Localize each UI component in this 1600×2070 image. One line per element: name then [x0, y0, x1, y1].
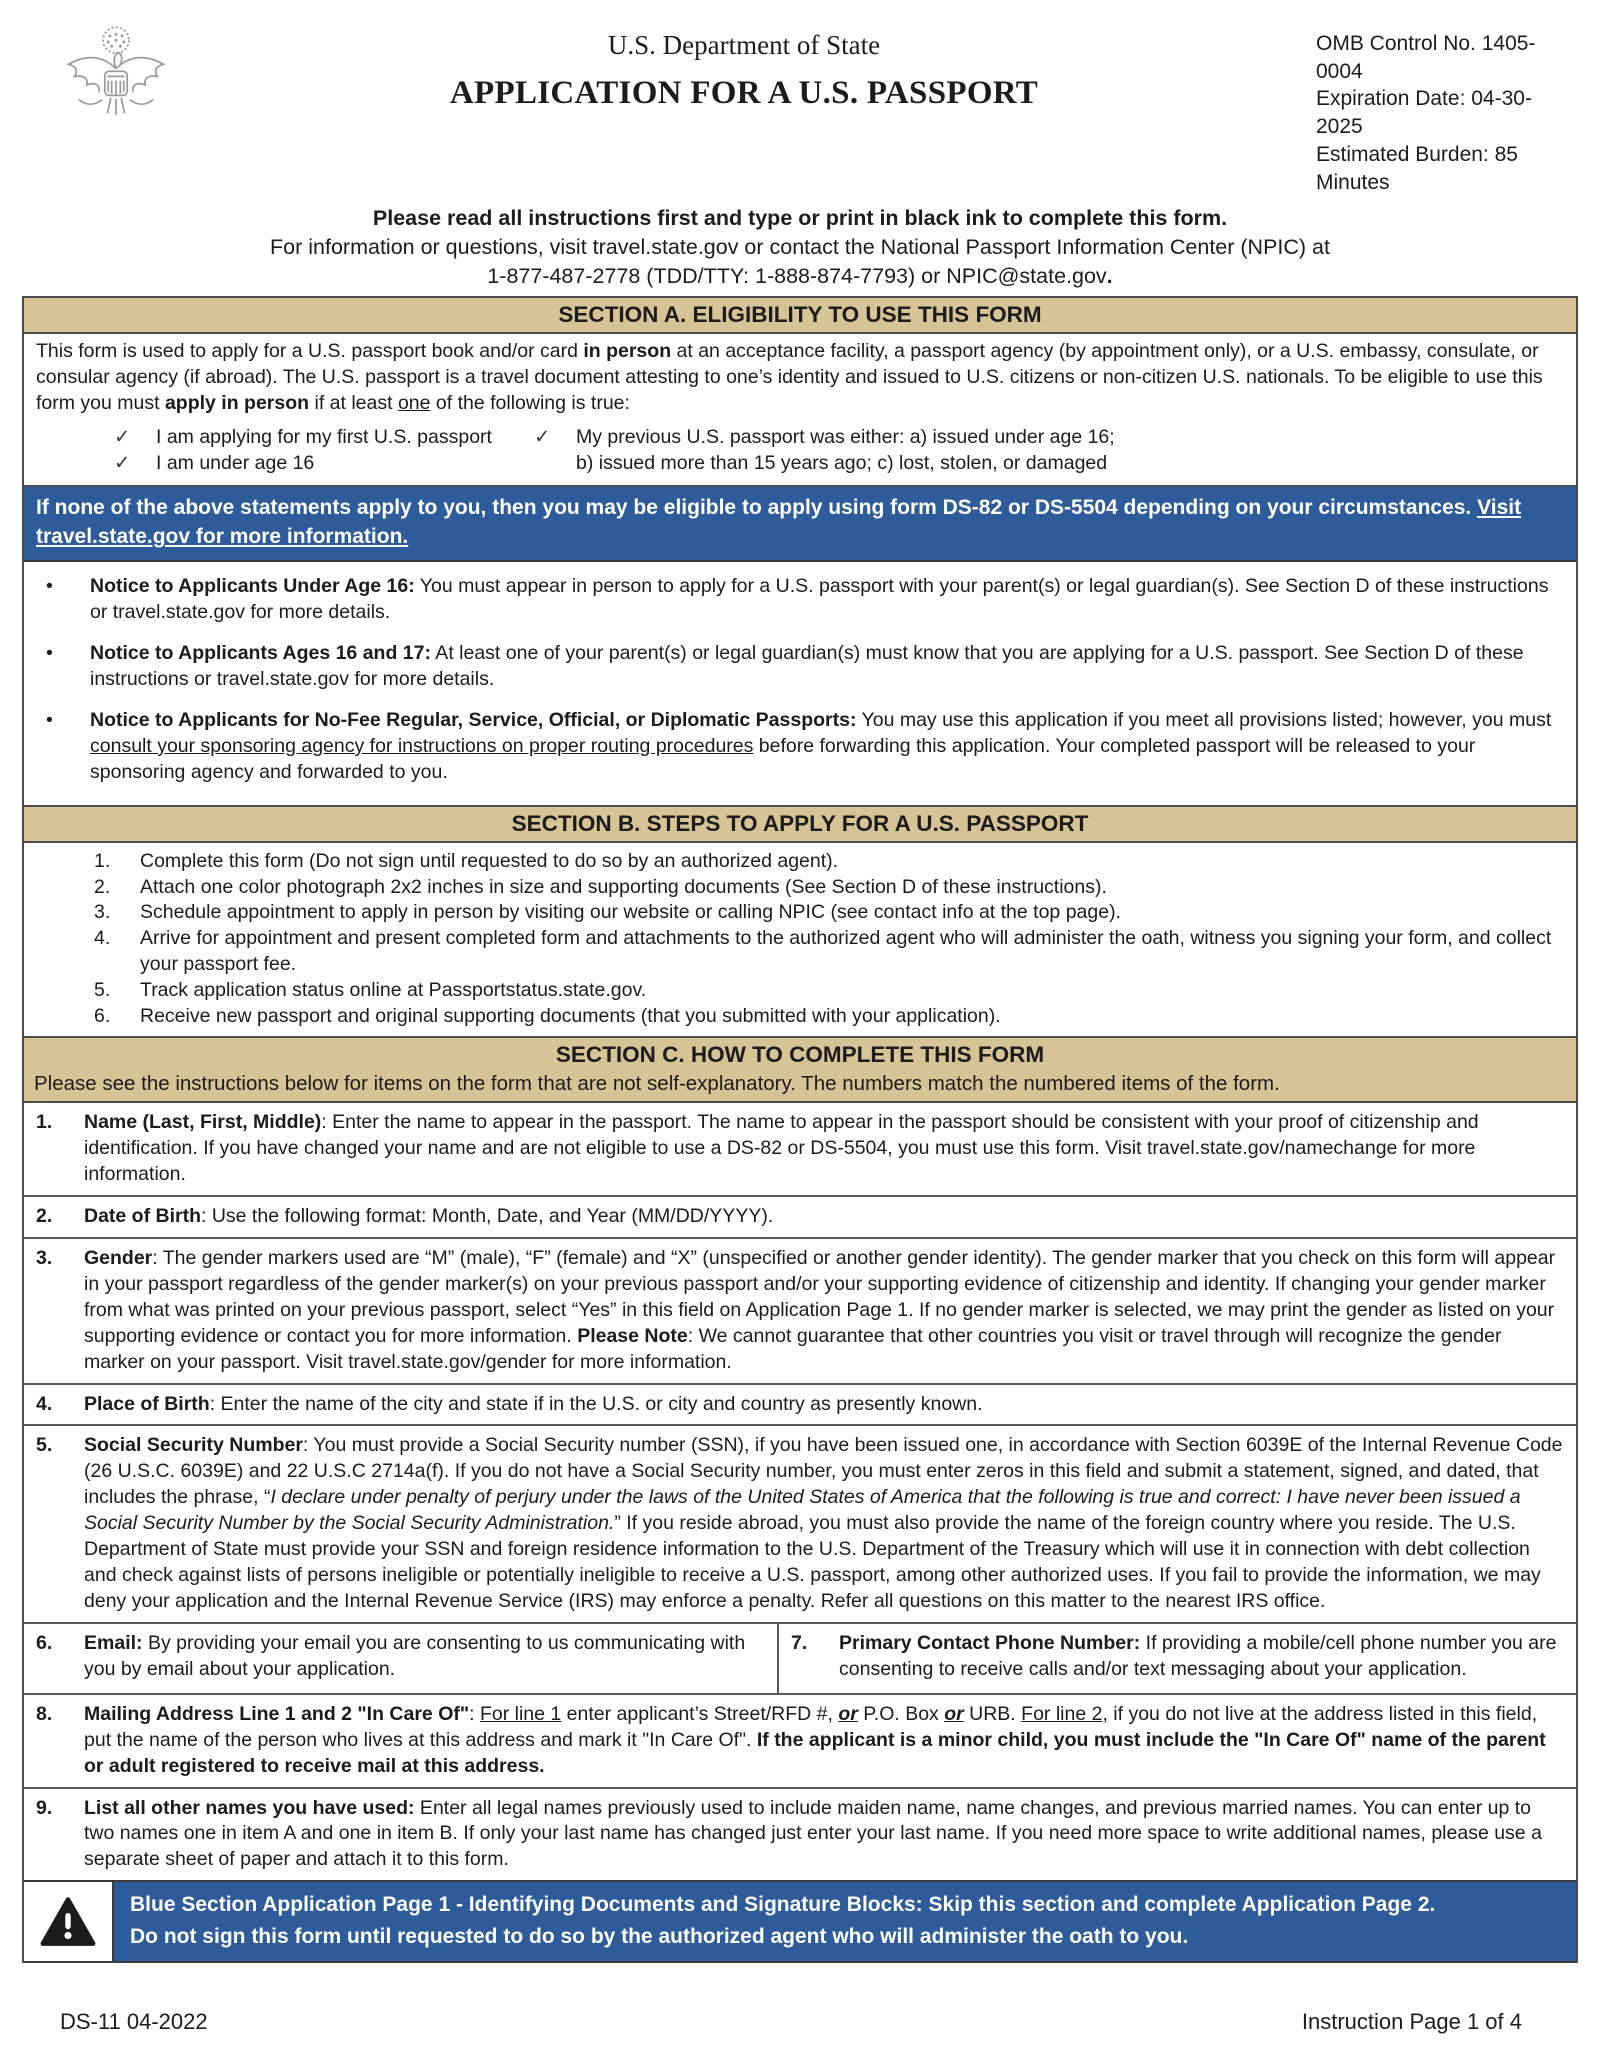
item-label: Place of Birth: [84, 1392, 210, 1415]
warning-icon-box: [24, 1882, 114, 1961]
step-text: Receive new passport and original supporting documents (that you submitted with your application).: [140, 1005, 1001, 1028]
item-5-ssn: [24, 1424, 1576, 1621]
page-header: [22, 16, 1578, 196]
intro-run: of the following is true:: [430, 391, 630, 414]
eligibility-checklist: [114, 425, 1576, 477]
omb-expiration-date: Expiration Date: 04-30-2025: [1316, 87, 1532, 139]
banner-text: If none of the above statements apply to you, then you may be eligible to apply using form DS-82 or DS-5504 depending on your circumstances.: [36, 495, 1478, 519]
checklist-item-line2: b) issued more than 15 years ago; c) lost, stolen, or damaged: [576, 451, 1108, 474]
step-item: [94, 926, 1564, 978]
notices-list: [24, 562, 1576, 804]
agency-name: U.S. Department of State: [607, 30, 881, 60]
item-body: [84, 1204, 1568, 1230]
item-body: [839, 1631, 1568, 1683]
item-1-name: [24, 1103, 1576, 1195]
npic-phone: 1-877-487-2778 (TDD/TTY: 1-888-874-7793) or NPIC@state.gov: [487, 263, 1107, 288]
item-number: 8.: [36, 1702, 53, 1725]
notice-body: [90, 708, 1560, 786]
item-label: Date of Birth: [84, 1205, 201, 1228]
bullet-icon: •: [46, 708, 53, 731]
item-text: : The gender markers used are “M” (male), “F” (female) and “X” (unspecified or another gender identity). The gender marker that you check on this form will appear in your passport regardless of the gender marker(s) on your previous passport and/or your supporting evidence of citizenship and identity. If changing your gender marker from what was printed on your previous passport, select “Yes” in this field on Application Page 1. If no gender marker is selected, we may print the gender as listed on your supporting evidence or contact you for more information.: [84, 1246, 1556, 1347]
npic-info-line: For information or questions, visit travel.state.gov or contact the National Passport Information Center (NPIC) at: [270, 234, 1330, 259]
item-2-date-of-birth: [24, 1195, 1576, 1237]
item-body: [84, 1110, 1568, 1188]
item-8-mailing-address: [24, 1693, 1576, 1787]
npic-phone-line: [22, 262, 1578, 291]
item-label: Email:: [84, 1631, 143, 1654]
item-label: Social Security Number: [84, 1434, 303, 1457]
item-label: Primary Contact Phone Number:: [839, 1631, 1141, 1654]
step-text: Complete this form (Do not sign until requested to do so by an authorized agent).: [140, 849, 839, 872]
item-number: 9.: [36, 1796, 53, 1819]
item-text: : You must provide a Social Security number (SSN), if you have been issued one, in accordance with Section 6039E of the Internal Revenue Code (26 U.S.C. 6039E) and 22 U.S.C 2714a(f). If you do not have a Social Security number, you must enter zeros in this field and submit a statement, signed, and dated, that includes the phrase, “: [84, 1434, 1563, 1509]
notice-no-fee-passports: [46, 708, 1560, 786]
item-4-place-of-birth: [24, 1383, 1576, 1425]
item-body: [84, 1433, 1568, 1614]
notice-text: before forwarding this application. Your completed passport will be released to your sponsoring agency and forwarded to you.: [90, 734, 1476, 783]
item-number: 6.: [36, 1631, 53, 1654]
warning-icon: [39, 1895, 97, 1949]
notice-text: You must appear in person to apply for a U.S. passport with your parent(s) or legal guardian(s). See Section D of these instructions or travel.state.gov for more details.: [90, 575, 1549, 624]
intro-run-underline: one: [397, 391, 431, 414]
item-body: [84, 1702, 1568, 1780]
section-c-subtitle: Please see the instructions below for items on the form that are not self-explanatory. The numbers match the numbered items of the form.: [34, 1072, 1280, 1095]
checkmark-icon: ✓: [114, 425, 131, 448]
warning-line-1: Blue Section Application Page 1 - Identifying Documents and Signature Blocks: Skip this section and complete Application Page 2.: [130, 1893, 1436, 1917]
step-text: Arrive for appointment and present completed form and attachments to the authorized agent who will administer the oath, witness you signing your form, and collect your passport fee.: [140, 927, 1552, 976]
item-body: [84, 1631, 769, 1683]
checklist-column-1: [114, 425, 534, 477]
items-6-7-row: [24, 1622, 1576, 1693]
step-item: [94, 849, 1564, 875]
intro-run: at an acceptance facility, a passport agency (by appointment only), or a U.S. embassy, consulate, or consular agency (if abroad). The U.S. passport is a travel document attesting to one’s identity and issued to U.S. citizens or non-citizen U.S. nationals. To be eligible to use this form you must: [36, 340, 1543, 414]
checklist-item-text: I am under age 16: [156, 451, 315, 474]
form-title: APPLICATION FOR A U.S. PASSPORT: [449, 74, 1039, 111]
form-body: [22, 296, 1578, 1963]
step-number: 1.: [94, 849, 111, 872]
header-instructions: [22, 204, 1578, 290]
step-number: 2.: [94, 875, 111, 898]
form-number: DS-11 04-2022: [60, 2008, 208, 2034]
item-number: 2.: [36, 1205, 53, 1228]
checkmark-icon: ✓: [534, 425, 551, 448]
notice-label: Notice to Applicants Under Age 16:: [90, 575, 415, 598]
checklist-item-line1: My previous U.S. passport was either: a) issued under age 16;: [576, 425, 1115, 448]
header-titles: [172, 16, 1316, 116]
item-text: URB.: [963, 1702, 1022, 1725]
item-body: [84, 1392, 1568, 1418]
item-text: By providing your email you are consenting to us communicating with you by email about your application.: [84, 1631, 746, 1680]
step-item: [94, 900, 1564, 926]
item-number: 1.: [36, 1111, 53, 1134]
section-c-header: [24, 1036, 1576, 1103]
intro-run-bold: in person: [583, 340, 672, 363]
step-text: Track application status online at Passportstatus.state.gov.: [140, 979, 647, 1002]
warning-line-2: Do not sign this form until requested to do so by the authorized agent who will administer the oath to you.: [130, 1924, 1189, 1948]
section-a-header: SECTION A. ELIGIBILITY TO USE THIS FORM: [24, 296, 1576, 334]
item-text: If providing a mobile/cell phone number you are consenting to receive calls and/or text messaging about your application.: [839, 1631, 1557, 1680]
intro-run-bold: apply in person: [164, 391, 310, 414]
bullet-icon: •: [46, 575, 53, 598]
banner-link-text: Visit travel.state.gov for more information.: [36, 495, 1522, 549]
item-text-or: or: [838, 1702, 858, 1725]
section-b-header: SECTION B. STEPS TO APPLY FOR A U.S. PASSPORT: [24, 805, 1576, 843]
notice-body: [90, 574, 1560, 626]
notice-label: Notice to Applicants for No-Fee Regular, Service, Official, or Diplomatic Passports:: [90, 708, 857, 731]
item-label: List all other names you have used:: [84, 1796, 415, 1819]
item-text-bold: Please Note: [577, 1324, 688, 1347]
item-text-italic: I declare under penalty of perjury under the laws of the United States of America that the following is true and correct: I have never been issued a Social Security Number by the Social Security Administration.: [84, 1486, 1521, 1535]
item-text: : Enter the name to appear in the passport. The name to appear in the passport should be consistent with your proof of citizenship and identification. If you have changed your name and are not eligible to use a DS-82 or DS-5504, you must use this form. Visit travel.state.gov/namechange for more information.: [84, 1111, 1479, 1186]
step-number: 4.: [94, 927, 111, 950]
item-3-gender: [24, 1237, 1576, 1383]
step-number: 5.: [94, 979, 111, 1002]
item-text: ” If you reside abroad, you must also provide the name of the foreign country where you reside. The U.S. Department of State must provide your SSN and foreign residence information to the U.S. Department of the Treasury which will use it in connection with debt collection and check against lists of persons ineligible or potentially ineligible to receive a U.S. passport, among other authorized uses. If you fail to provide the information, we may deny your application and the Internal Revenue Service (IRS) may enforce a penalty. Refer all questions on this matter to the nearest IRS office.: [84, 1512, 1541, 1612]
bullet-icon: •: [46, 642, 53, 665]
omb-estimated-burden: Estimated Burden: 85 Minutes: [1316, 142, 1518, 194]
item-number: 4.: [36, 1392, 53, 1415]
section-c-title: SECTION C. HOW TO COMPLETE THIS FORM: [555, 1042, 1045, 1068]
item-number: 7.: [791, 1631, 808, 1654]
notice-label: Notice to Applicants Ages 16 and 17:: [90, 642, 431, 665]
item-7-inner: [779, 1624, 1576, 1693]
item-text: :: [469, 1702, 480, 1725]
item-body: [84, 1796, 1568, 1874]
item-text: enter applicant’s Street/RFD #,: [561, 1702, 839, 1725]
item-9-other-names: [24, 1787, 1576, 1881]
item-text-bold: If the applicant is a minor child, you must include the "In Care Of" name of the parent or adult registered to receive mail at this address.: [84, 1728, 1546, 1777]
step-item: [94, 978, 1564, 1004]
ds82-eligibility-banner: [24, 485, 1576, 563]
blue-section-warning-banner: [24, 1880, 1576, 1963]
read-instructions-line: Please read all instructions first and type or print in black ink to complete this form.: [372, 206, 1228, 231]
step-text: Attach one color photograph 2x2 inches in size and supporting documents (See Section D of these instructions).: [140, 875, 1107, 898]
notice-text: At least one of your parent(s) or legal guardian(s) must know that you are applying for a U.S. passport. See Section D of these instructions or travel.state.gov for more details.: [90, 642, 1524, 691]
notice-text: You may use this application if you meet all provisions listed; however, you must: [856, 708, 1552, 731]
omb-control-number: OMB Control No. 1405-0004: [1316, 32, 1536, 83]
step-number: 3.: [94, 901, 111, 924]
item-6-inner: [24, 1624, 777, 1693]
item-text: P.O. Box: [857, 1702, 945, 1725]
step-text: Schedule appointment to apply in person by visiting our website or calling NPIC (see contact info at the top page).: [140, 901, 1121, 924]
item-text-underline: For line 1: [479, 1702, 562, 1725]
item-body: [84, 1246, 1568, 1376]
item-text: , if you do not live at the address listed in this field, put the name of the person who lives at this address and mark it "In Care Of".: [84, 1702, 1538, 1751]
item-text-or: or: [944, 1702, 964, 1725]
item-text: : We cannot guarantee that other countries you visit or travel through will recognize the gender marker on your passport. Visit travel.state.gov/gender for more information.: [84, 1324, 1502, 1373]
steps-list: [24, 843, 1576, 1036]
step-number: 6.: [94, 1005, 111, 1028]
checklist-item: [534, 425, 1115, 477]
omb-block: [1316, 16, 1578, 196]
item-label: Mailing Address Line 1 and 2 "In Care Of": [84, 1702, 470, 1725]
checklist-item: [114, 451, 534, 477]
notice-ages-16-17: [46, 641, 1560, 693]
step-item: [94, 875, 1564, 901]
section-a-intro: [24, 334, 1576, 417]
item-text-underline: For line 2: [1021, 1702, 1103, 1725]
checklist-item: [114, 425, 534, 451]
step-item: [94, 1004, 1564, 1030]
checklist-item-text: I am applying for my first U.S. passport: [156, 425, 492, 448]
eagle-icon: [60, 20, 172, 138]
checkmark-icon: ✓: [114, 451, 131, 474]
notice-text-underline: consult your sponsoring agency for instructions on proper routing procedures: [90, 734, 754, 757]
item-number: 5.: [36, 1434, 53, 1457]
intro-run: if at least: [309, 391, 398, 414]
great-seal-eagle-logo: [22, 16, 172, 146]
page-footer: [22, 2007, 1578, 2070]
checklist-item-text: [576, 425, 1115, 477]
notice-under-16: [46, 574, 1560, 626]
page-indicator: Instruction Page 1 of 4: [1301, 2008, 1522, 2034]
checklist-column-2: [534, 425, 1115, 477]
item-6-email: [24, 1624, 779, 1693]
item-label: Name (Last, First, Middle): [84, 1111, 322, 1134]
item-text: Enter all legal names previously used to include maiden name, name changes, and previous married names. You can enter up to two names one in item A and one in item B. If only your last name has changed just enter your last name. If you need more space to write additional names, please use a separate sheet of paper and attach it to this form.: [84, 1796, 1542, 1871]
item-number: 3.: [36, 1246, 53, 1269]
item-label: Gender: [84, 1246, 153, 1269]
intro-run: This form is used to apply for a U.S. passport book and/or card: [36, 340, 584, 363]
item-7-phone: [779, 1624, 1576, 1693]
notice-body: [90, 641, 1560, 693]
item-text: : Use the following format: Month, Date, and Year (MM/DD/YYYY).: [201, 1205, 774, 1228]
warning-banner-text: [114, 1882, 1576, 1961]
phone-line-period: .: [1106, 263, 1113, 288]
item-text: : Enter the name of the city and state if in the U.S. or city and country as presently known.: [209, 1392, 983, 1415]
